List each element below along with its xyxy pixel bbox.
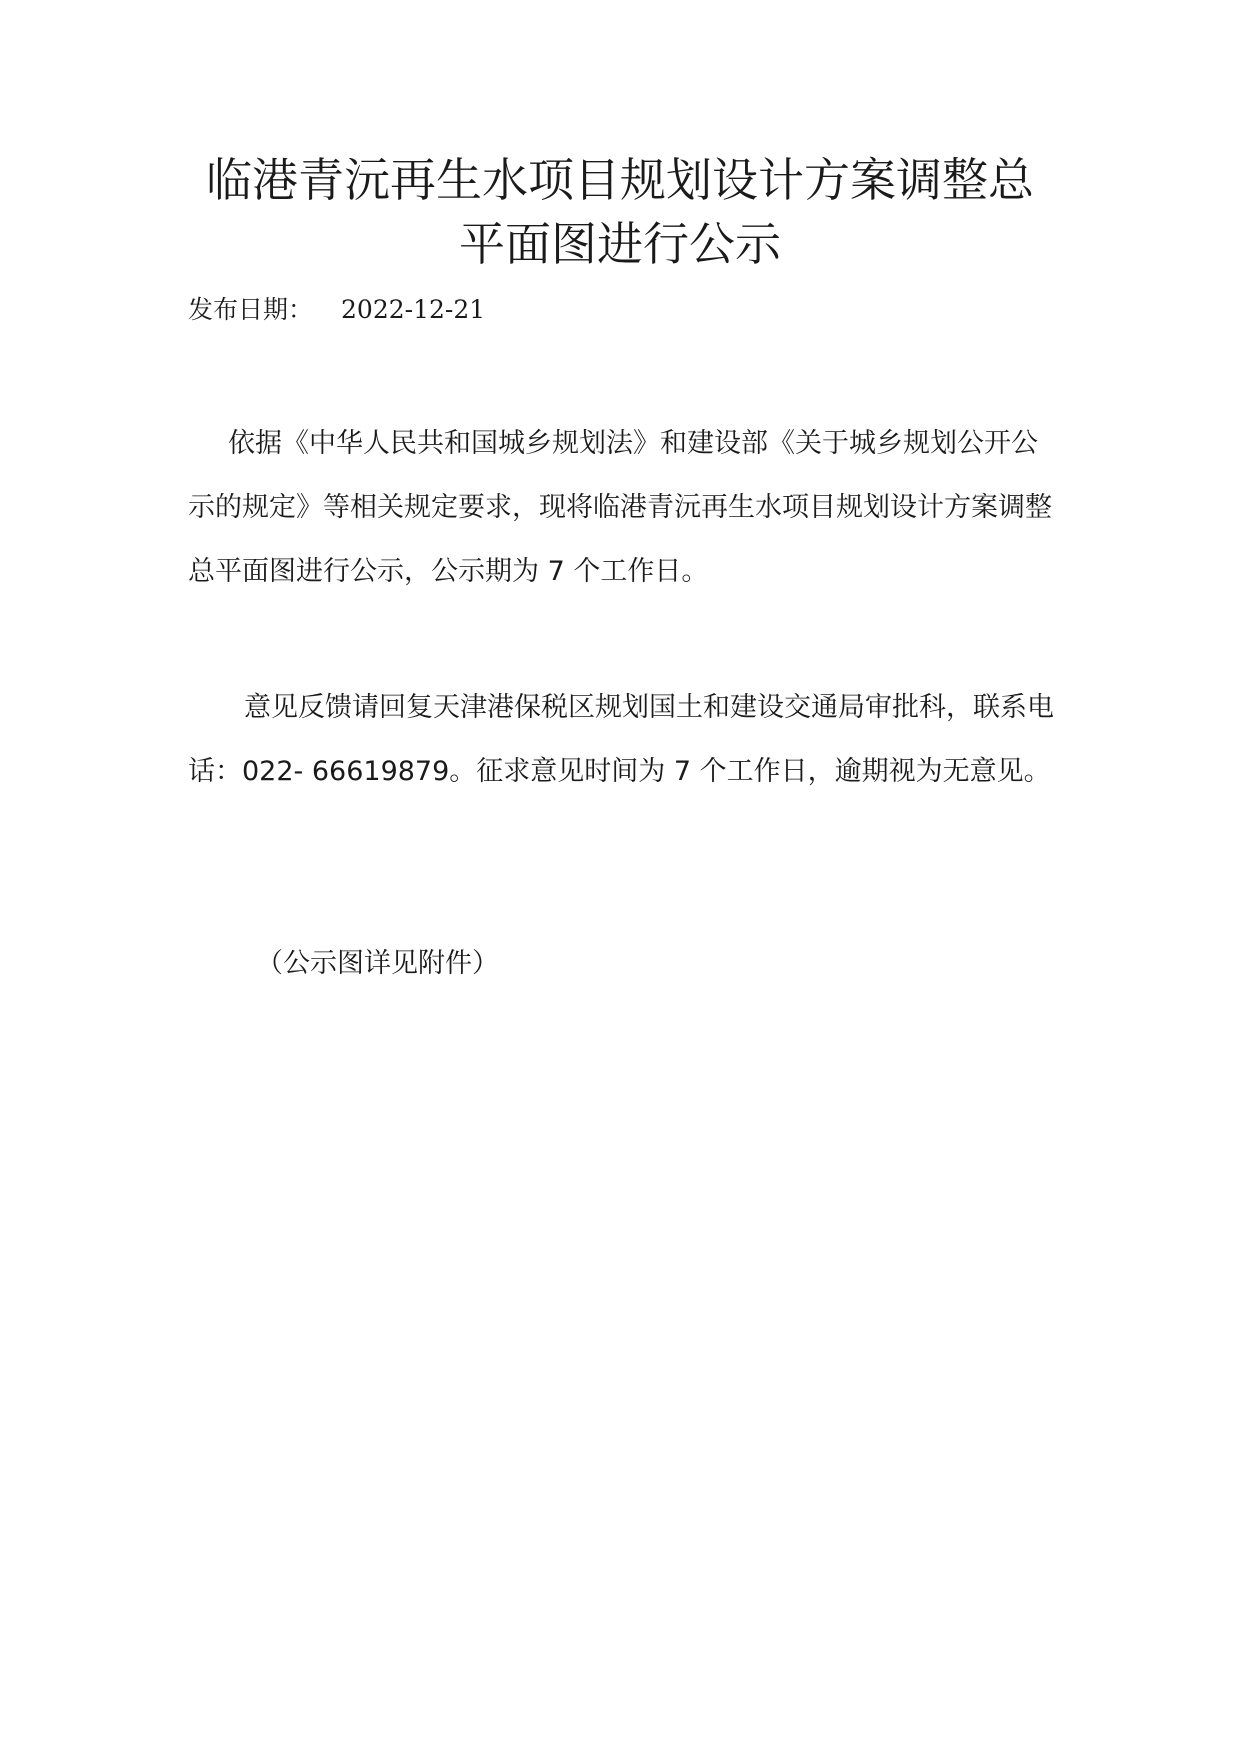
document-title xyxy=(170,148,1070,276)
publish-date-label: 发布日期： xyxy=(188,295,314,324)
title-line-1: 临港青沅再生水项目规划设计方案调整总 xyxy=(206,153,1034,207)
body-paragraph-attachment-note: （公示图详见附件） xyxy=(256,948,499,979)
title-line-2: 平面图进行公示 xyxy=(459,217,781,271)
publish-date-value: 2022-12-21 xyxy=(341,295,486,324)
publish-date-row xyxy=(188,292,485,328)
body-paragraph-feedback-contact: 意见反馈请回复天津港保税区规划国土和建设交通局审批科，联系电话：022- 66619879。征求意见时间为 7 个工作日，逾期视为无意见。 xyxy=(188,692,1054,787)
body-paragraph-legal-basis: 依据《中华人民共和国城乡规划法》和建设部《关于城乡规划公开公示的规定》等相关规定要求，现将临港青沅再生水项目规划设计方案调整总平面图进行公示，公示期为 7 个工作日。 xyxy=(188,428,1052,587)
